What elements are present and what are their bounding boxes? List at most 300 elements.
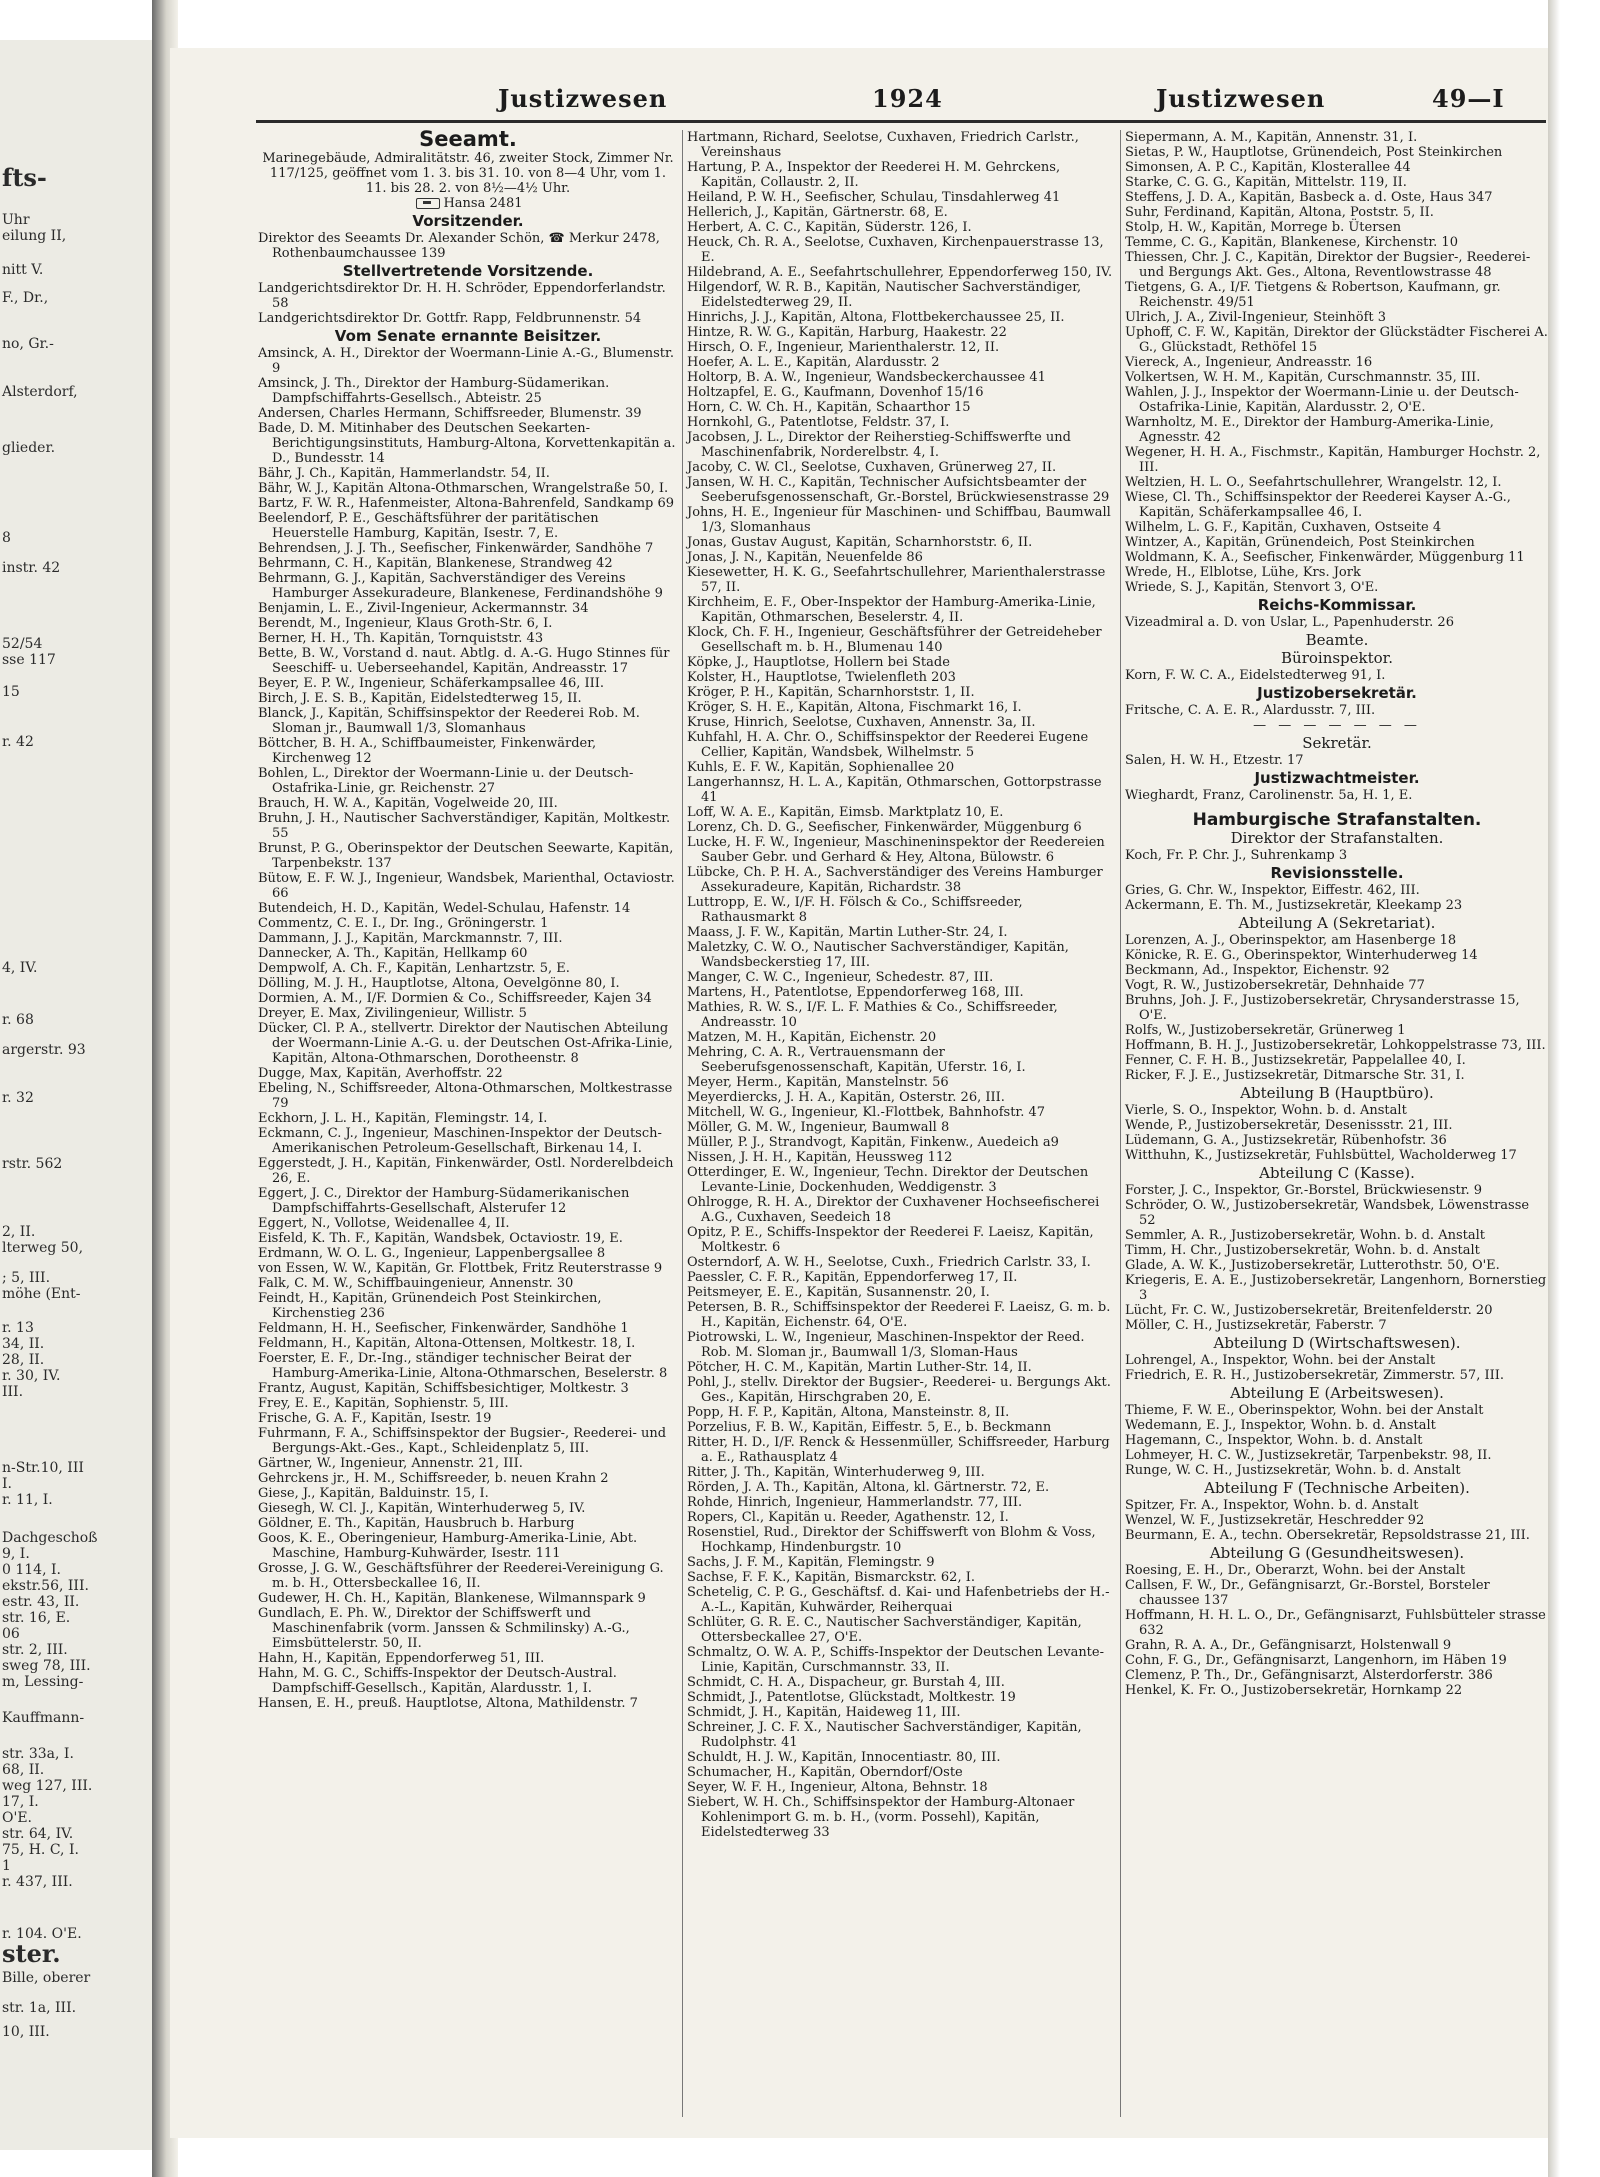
subsection-heading: Direktor der Strafanstalten. [1230,829,1444,847]
running-head-year: 1924 [872,84,943,113]
phone-number: Hansa 2481 [443,196,523,211]
directory-entry: Gehrckens jr., H. M., Schiffsreeder, b. neuen Krahn 2 [258,1471,609,1486]
office-info: Marinegebäude, Admiralitätstr. 46, zweiter Stock, Zimmer Nr. 117/125, geöffnet vom 1. 3. bis 31. 10. von 8—4 Uhr, vom 1. 11. bis 28. 2. von 8½—4½ Uhr. [262,151,674,196]
directory-entry: Lübcke, Ch. P. H. A., Sachverständiger des Vereins Hamburger Assekuradeure, Kapitän, Richardstr. 38 [687,865,1103,895]
directory-entry: Piotrowski, L. W., Ingenieur, Maschinen-Inspektor der Reed. Rob. M. Sloman jr., Baumwall 1/3, Sloman-Haus [687,1330,1085,1360]
facing-page-text: 52/54 [2,636,43,652]
directory-entry: Horn, C. W. Ch. H., Kapitän, Schaarthor 15 [687,400,971,415]
directory-entry: Hirsch, O. F., Ingenieur, Marienthalerstr. 12, II. [687,340,1000,355]
directory-entry: Dölling, M. J. H., Hauptlotse, Altona, Oevelgönne 80, I. [258,976,620,991]
facing-page-text: r. 13 [2,1320,34,1336]
directory-entry: Friedrich, E. R. H., Justizobersekretär, Zimmerstr. 57, III. [1125,1368,1504,1383]
directory-entry: Wahlen, J. J., Inspektor der Woermann-Linie u. der Deutsch-Ostafrika-Linie, Kapitän, Alardusstr. 2, O'E. [1125,385,1519,415]
directory-entry: Bruhns, Joh. J. F., Justizobersekretär, Chrysanderstrasse 15, O'E. [1125,993,1520,1023]
directory-entry: Lohmeyer, H. C. W., Justizsekretär, Tarpenbekstr. 98, II. [1125,1448,1492,1463]
directory-entry: Rörden, J. A. Th., Kapitän, Altona, kl. Gärtnerstr. 72, E. [687,1480,1050,1495]
facing-page-text: 28, II. [2,1352,45,1368]
directory-entry: Weltzien, H. L. O., Seefahrtschullehrer, Wrangelstr. 12, I. [1125,475,1502,490]
column-middle [682,130,1117,2117]
directory-entry: Hellerich, J., Kapitän, Gärtnerstr. 68, E. [687,205,948,220]
directory-entry: Holtzapfel, E. G., Kaufmann, Dovenhof 15/16 [687,385,984,400]
facing-page-text: estr. 43, II. [2,1594,80,1610]
directory-entry: Luttropp, E. W., I/F. H. Fölsch & Co., Schiffsreeder, Rathausmarkt 8 [687,895,1023,925]
directory-entry: Mitchell, W. G., Ingenieur, Kl.-Flottbek, Bahnhofstr. 47 [687,1105,1046,1120]
directory-entry: Hagemann, C., Inspektor, Wohn. b. d. Anstalt [1125,1433,1423,1448]
directory-entry: Bütow, E. F. W. J., Ingenieur, Wandsbek, Marienthal, Octaviostr. 66 [258,871,675,901]
directory-entry: Frantz, August, Kapitän, Schiffsbesichtiger, Moltkestr. 3 [258,1381,629,1396]
directory-entry: Pötcher, H. C. M., Kapitän, Martin Luther-Str. 14, II. [687,1360,1032,1375]
directory-entry: Peitsmeyer, E. E., Kapitän, Susannenstr. 20, I. [687,1285,990,1300]
directory-entry: Amsinck, A. H., Direktor der Woermann-Linie A.-G., Blumenstr. 9 [258,346,674,376]
section-heading: Stellvertretende Vorsitzende. [342,262,594,280]
directory-entry: Starke, C. G. G., Kapitän, Mittelstr. 119, II. [1125,175,1407,190]
directory-entry: Lorenz, Ch. D. G., Seefischer, Finkenwärder, Müggenburg 6 [687,820,1082,835]
directory-entry: Bade, D. M. Mitinhaber des Deutschen Seekarten-Berichtigungsinstituts, Hamburg-Altona, Korvettenkapitän a. D., Bundesstr. 14 [258,421,676,466]
directory-entry: Beelendorf, P. E., Geschäftsführer der paritätischen Heuerstelle Hamburg, Kapitän, Isestr. 7, E. [258,511,599,541]
directory-entry: Landgerichtsdirektor Dr. Gottfr. Rapp, Feldbrunnenstr. 54 [258,311,642,326]
directory-entry: Wenzel, W. F., Justizsekretär, Heschredder 92 [1125,1513,1425,1528]
directory-entry: Fritsche, C. A. E. R., Alardusstr. 7, III. [1125,703,1376,718]
directory-entry: Wilhelm, L. G. F., Kapitän, Cuxhaven, Ostseite 4 [1125,520,1442,535]
facing-page-text: rstr. 562 [2,1156,63,1172]
directory-entry: Lüdemann, G. A., Justizsekretär, Rübenhofstr. 36 [1125,1133,1447,1148]
directory-entry: Suhr, Ferdinand, Kapitän, Altona, Poststr. 5, II. [1125,205,1434,220]
directory-entry: Thieme, F. W. E., Oberinspektor, Wohn. bei der Anstalt [1125,1403,1484,1418]
directory-entry: Commentz, C. E. I., Dr. Ing., Gröningerstr. 1 [258,916,549,931]
column-right [1120,130,1549,2117]
facing-page-fragment [0,40,152,2150]
facing-page-text: ; 5, III. [2,1270,51,1286]
directory-entry: Herbert, A. C. C., Kapitän, Süderstr. 126, I. [687,220,972,235]
directory-entry: Rohde, Hinrich, Ingenieur, Hammerlandstr. 77, III. [687,1495,1023,1510]
directory-entry: Gudewer, H. Ch. H., Kapitän, Blankenese, Wilmannspark 9 [258,1591,646,1606]
facing-page-text: eilung II, [2,228,67,244]
facing-page-text: r. 68 [2,1012,34,1028]
subsection-heading: Büroinspektor. [1281,649,1393,667]
directory-entry: Hildebrand, A. E., Seefahrtschullehrer, Eppendorferweg 150, IV. [687,265,1113,280]
directory-entry: Schmidt, C. H. A., Dispacheur, gr. Burstah 4, III. [687,1675,1005,1690]
directory-entry: Hilgendorf, W. R. B., Kapitän, Nautischer Sachverständiger, Eidelstedterweg 29, II. [687,280,1082,310]
running-head-right: Justizwesen [1156,84,1326,113]
directory-entry: Loff, W. A. E., Kapitän, Eimsb. Marktplatz 10, E. [687,805,1004,820]
directory-entry: Dammann, J. J., Kapitän, Marckmannstr. 7, III. [258,931,563,946]
directory-entry: Dempwolf, A. Ch. F., Kapitän, Lenhartzstr. 5, E. [258,961,570,976]
directory-entry: Giesegh, W. Cl. J., Kapitän, Winterhuderweg 5, IV. [258,1501,586,1516]
directory-entry: Bähr, W. J., Kapitän Altona-Othmarschen, Wrangelstraße 50, I. [258,481,669,496]
facing-page-text: 75, H. C, I. [2,1842,79,1858]
directory-entry: Kiesewetter, H. K. G., Seefahrtschullehrer, Marienthalerstrasse 57, II. [687,565,1106,595]
directory-entry: Kuhfahl, H. A. Chr. O., Schiffsinspektor der Reederei Eugene Cellier, Kapitän, Wandsbek, Wilhelmstr. 5 [687,730,1089,760]
directory-entry: Ohlrogge, R. H. A., Direktor der Cuxhavener Hochseefischerei A.G., Cuxhaven, Seedeich 18 [687,1195,1100,1225]
directory-entry: Hinrichs, J. J., Kapitän, Altona, Flottbekerchaussee 25, II. [687,310,1065,325]
directory-entry: Rosenstiel, Rud., Direktor der Schiffswerft von Blohm & Voss, Hochkamp, Hindenburgstr. 10 [687,1525,1096,1555]
directory-entry: Dannecker, A. Th., Kapitän, Hellkamp 60 [258,946,528,961]
directory-entry: Andersen, Charles Hermann, Schiffsreeder, Blumenstr. 39 [258,406,642,421]
directory-entry: Hornkohl, G., Patentlotse, Feldstr. 37, I. [687,415,950,430]
column-left [258,130,678,2117]
directory-entry: Volkertsen, W. H. M., Kapitän, Curschmannstr. 35, III. [1125,370,1481,385]
directory-entry: Eckmann, C. J., Ingenieur, Maschinen-Inspektor der Deutsch-Amerikanischen Petroleum-Gesellschaft, Birkenau 14, I. [258,1126,662,1156]
subsection-heading: Abteilung F (Technische Arbeiten). [1204,1479,1470,1497]
facing-page-text: str. 2, III. [2,1642,68,1658]
directory-entry: Manger, C. W. C., Ingenieur, Schedestr. 87, III. [687,970,994,985]
directory-entry: Cohn, F. G., Dr., Gefängnisarzt, Langenhorn, im Häben 19 [1125,1653,1507,1668]
directory-entry: Hoffmann, B. H. J., Justizobersekretär, Lohkoppelstrasse 73, III. [1125,1038,1546,1053]
facing-page-text: r. 104. O'E. [2,1926,82,1942]
facing-page-text: 68, II. [2,1762,45,1778]
directory-entry: Ricker, F. J. E., Justizsekretär, Ditmarsche Str. 31, I. [1125,1068,1465,1083]
directory-entry: Birch, J. E. S. B., Kapitän, Eidelstedterweg 15, II. [258,691,582,706]
section-heading: Vorsitzender. [412,212,524,230]
facing-page-text: r. 11, I. [2,1492,53,1508]
directory-entry: Direktor des Seeamts Dr. Alexander Schön, ☎ Merkur 2478, Rothenbaumchaussee 139 [258,231,660,261]
directory-entry: Sietas, P. W., Hauptlotse, Grünendeich, Post Steinkirchen [1125,145,1503,160]
directory-entry: Kruse, Hinrich, Seelotse, Cuxhaven, Annenstr. 3a, II. [687,715,1036,730]
subsection-heading: Abteilung A (Sekretariat). [1238,914,1436,932]
directory-entry: Witthuhn, K., Justizsekretär, Fuhlsbüttel, Wacholderweg 17 [1125,1148,1517,1163]
facing-page-text: r. 42 [2,734,34,750]
facing-page-text: Bille, oberer [2,1970,91,1986]
directory-entry: Kriegeris, E. A. E., Justizobersekretär, Langenhorn, Bornerstieg 3 [1125,1273,1547,1303]
directory-entry: Meyerdiercks, J. H. A., Kapitän, Osterstr. 26, III. [687,1090,1005,1105]
facing-page-text: str. 16, E. [2,1610,71,1626]
directory-entry: Kröger, S. H. E., Kapitän, Altona, Fischmarkt 16, I. [687,700,1022,715]
directory-entry: Gundlach, E. Ph. W., Direktor der Schiffswerft und Maschinenfabrik (vorm. Janssen & Schmilinsky) A.-G., Eimsbüttelerstr. 50, II. [258,1606,630,1651]
section-heading: Justizobersekretär. [1257,684,1417,702]
directory-entry: Blanck, J., Kapitän, Schiffsinspektor der Reederei Rob. M. Sloman jr., Baumwall 1/3, Slomanhaus [258,706,640,736]
directory-entry: Timm, H. Chr., Justizobersekretär, Wohn. b. d. Anstalt [1125,1243,1480,1258]
directory-entry: von Essen, W. W., Kapitän, Gr. Flottbek, Fritz Reuterstrasse 9 [258,1261,663,1276]
directory-entry: Hahn, H., Kapitän, Eppendorferweg 51, III. [258,1651,545,1666]
directory-entry: Tietgens, G. A., I/F. Tietgens & Robertson, Kaufmann, gr. Reichenstr. 49/51 [1125,280,1501,310]
directory-entry: Callsen, F. W., Dr., Gefängnisarzt, Gr.-Borstel, Borsteler chaussee 137 [1125,1578,1490,1608]
directory-entry: Vizeadmiral a. D. von Uslar, L., Papenhuderstr. 26 [1125,615,1454,630]
subsection-heading: Beamte. [1305,631,1369,649]
telephone-icon [416,198,440,209]
directory-entry: Jacoby, C. W. Cl., Seelotse, Cuxhaven, Grünerweg 27, II. [687,460,1057,475]
vacant-line: — — — — — — — [1253,718,1421,733]
directory-entry: Fuhrmann, F. A., Schiffsinspektor der Bugsier-, Reederei- und Bergungs-Akt.-Ges., Kapt., Schleidenplatz 5, III. [258,1426,667,1456]
facing-page-text: str. 1a, III. [2,2000,77,2016]
directory-entry: Frische, G. A. F., Kapitän, Isestr. 19 [258,1411,492,1426]
directory-entry: Jacobsen, J. L., Direktor der Reiherstieg-Schiffswerfte und Maschinenfabrik, Norderelbstr. 4, I. [687,430,1071,460]
facing-page-text: 8 [2,530,11,546]
facing-page-text: r. 32 [2,1090,34,1106]
facing-page-text: Dachgeschoß [2,1530,98,1546]
directory-entry: Jonas, Gustav August, Kapitän, Scharnhorststr. 6, II. [687,535,1033,550]
directory-entry: Falk, C. M. W., Schiffbauingenieur, Annenstr. 30 [258,1276,574,1291]
directory-entry: Ritter, H. D., I/F. Renck & Hessenmüller, Schiffsreeder, Harburg a. E., Rathausplatz 4 [687,1435,1110,1465]
directory-entry: Beckmann, Ad., Inspektor, Eichenstr. 92 [1125,963,1390,978]
directory-entry: Vierle, S. O., Inspektor, Wohn. b. d. Anstalt [1125,1103,1407,1118]
directory-entry: Berner, H. H., Th. Kapitän, Tornquiststr. 43 [258,631,544,646]
directory-entry: Clemenz, P. Th., Dr., Gefängnisarzt, Alsterdorferstr. 386 [1125,1668,1493,1683]
directory-entry: Wegener, H. H. A., Fischmstr., Kapitän, Hamburger Hochstr. 2, III. [1125,445,1541,475]
directory-entry: Lücht, Fr. C. W., Justizobersekretär, Breitenfelderstr. 20 [1125,1303,1493,1318]
facing-page-text: Uhr [2,212,30,228]
directory-entry: Nissen, J. H. H., Kapitän, Heussweg 112 [687,1150,953,1165]
directory-entry: Henkel, K. Fr. O., Justizobersekretär, Hornkamp 22 [1125,1683,1463,1698]
facing-page-text: 34, II. [2,1336,45,1352]
directory-entry: Steffens, J. D. A., Kapitän, Basbeck a. d. Oste, Haus 347 [1125,190,1493,205]
directory-entry: Frey, E. E., Kapitän, Sophienstr. 5, III. [258,1396,509,1411]
directory-entry: Böttcher, B. H. A., Schiffbaumeister, Finkenwärder, Kirchenweg 12 [258,736,597,766]
directory-entry: Klock, Ch. F. H., Ingenieur, Geschäftsführer der Getreideheber Gesellschaft m. b. H., Blumenau 140 [687,625,1102,655]
facing-page-text: Alsterdorf, [2,384,78,400]
directory-entry: Roesing, E. H., Dr., Oberarzt, Wohn. bei der Anstalt [1125,1563,1466,1578]
directory-entry: Ebeling, N., Schiffsreeder, Altona-Othmarschen, Moltkestrasse 79 [258,1081,673,1111]
subsection-heading: Abteilung B (Hauptbüro). [1240,1084,1434,1102]
directory-entry: Meyer, Herm., Kapitän, Manstelnstr. 56 [687,1075,949,1090]
facing-page-text: str. 33a, I. [2,1746,74,1762]
facing-page-text: 17, I. [2,1794,39,1810]
directory-entry: Eggert, N., Vollotse, Weidenallee 4, II. [258,1216,510,1231]
directory-entry: Kuhls, E. F. W., Kapitän, Sophienallee 20 [687,760,955,775]
directory-entry: Landgerichtsdirektor Dr. H. H. Schröder, Eppendorferlandstr. 58 [258,281,666,311]
directory-entry: Beurmann, E. A., techn. Obersekretär, Repsoldstrasse 21, III. [1125,1528,1530,1543]
facing-page-text: Kauffmann- [2,1710,85,1726]
facing-page-text: ekstr.56, III. [2,1578,89,1594]
directory-entry: Wedemann, E. J., Inspektor, Wohn. b. d. Anstalt [1125,1418,1436,1433]
directory-entry: Ackermann, E. Th. M., Justizsekretär, Kleekamp 23 [1125,898,1463,913]
directory-entry: Otterdinger, E. W., Ingenieur, Techn. Direktor der Deutschen Levante-Linie, Dockenhuden, Weddigenstr. 3 [687,1165,1089,1195]
directory-entry: Siepermann, A. M., Kapitän, Annenstr. 31, I. [1125,130,1418,145]
directory-entry: Forster, J. C., Inspektor, Gr.-Borstel, Brückwiesenstr. 9 [1125,1183,1483,1198]
section-heading: Reichs-Kommissar. [1257,596,1417,614]
directory-entry: Schumacher, H., Kapitän, Oberndorf/Oste [687,1765,963,1780]
directory-entry: Hansen, E. H., preuß. Hauptlotse, Altona, Mathildenstr. 7 [258,1696,638,1711]
directory-entry: Rolfs, W., Justizobersekretär, Grünerweg 1 [1125,1023,1406,1038]
facing-page-text: ster. [2,1939,61,1968]
directory-entry: Dücker, Cl. P. A., stellvertr. Direktor der Nautischen Abteilung der Woermann-Linie A.-G. u. der Deutschen Ost-Afrika-Linie, Kapitän, Altona-Othmarschen, Dorotheenstr. 8 [258,1021,673,1066]
subsection-heading: Abteilung E (Arbeitswesen). [1230,1384,1444,1402]
directory-entry: Hahn, M. G. C., Schiffs-Inspektor der Deutsch-Austral. Dampfschiff-Gesellsch., Kapitän, Alardusstr. 1, I. [258,1666,617,1696]
directory-entry: Feldmann, H., Kapitän, Altona-Ottensen, Moltkestr. 18, I. [258,1336,636,1351]
directory-entry: Erdmann, W. O. L. G., Ingenieur, Lappenbergsallee 8 [258,1246,606,1261]
directory-entry: Wriede, S. J., Kapitän, Stenvort 3, O'E. [1125,580,1379,595]
directory-entry: Hartmann, Richard, Seelotse, Cuxhaven, Friedrich Carlstr., Vereinshaus [687,130,1079,160]
directory-entry: Johns, H. E., Ingenieur für Maschinen- und Schiffbau, Baumwall 1/3, Slomanhaus [687,505,1111,535]
directory-entry: Behrmann, C. H., Kapitän, Blankenese, Strandweg 42 [258,556,613,571]
directory-entry: Martens, H., Patentlotse, Eppendorferweg 168, III. [687,985,1024,1000]
directory-entry: Schlüter, G. R. E. C., Nautischer Sachverständiger, Kapitän, Ottersbeckallee 27, O'E. [687,1615,1082,1645]
directory-entry: Möller, C. H., Justizsekretär, Faberstr. 7 [1125,1318,1387,1333]
facing-page-text: nitt V. [2,262,44,278]
directory-entry: Köpke, J., Hauptlotse, Hollern bei Stade [687,655,950,670]
facing-page-text: r. 437, III. [2,1874,73,1890]
facing-page-text: no, Gr.- [2,336,54,352]
directory-entry: Hoefer, A. L. E., Kapitän, Alardusstr. 2 [687,355,940,370]
directory-entry: Glade, A. W. K., Justizobersekretär, Lutterothstr. 50, O'E. [1125,1258,1500,1273]
directory-entry: Petersen, B. R., Schiffsinspektor der Reederei F. Laeisz, G. m. b. H., Kapitän, Eichenstr. 64, O'E. [687,1300,1111,1330]
directory-entry: Koch, Fr. P. Chr. J., Suhrenkamp 3 [1125,848,1348,863]
directory-entry: Eggerstedt, J. H., Kapitän, Finkenwärder, Ostl. Norderelbdeich 26, E. [258,1156,674,1186]
directory-entry: Semmler, A. R., Justizobersekretär, Wohn. b. d. Anstalt [1125,1228,1485,1243]
section-title: Seeamt. [419,130,517,151]
directory-entry: Heiland, P. W. H., Seefischer, Schulau, Tinsdahlerweg 41 [687,190,1061,205]
directory-entry: Porzelius, F. B. W., Kapitän, Eiffestr. 5, E., b. Beckmann [687,1420,1052,1435]
directory-entry: Spitzer, Fr. A., Inspektor, Wohn. b. d. Anstalt [1125,1498,1419,1513]
directory-entry: Holtorp, B. A. W., Ingenieur, Wandsbeckerchaussee 41 [687,370,1046,385]
directory-entry: Sachse, F. F. K., Kapitän, Bismarckstr. 62, I. [687,1570,975,1585]
directory-entry: Benjamin, L. E., Zivil-Ingenieur, Ackermannstr. 34 [258,601,589,616]
directory-entry: Behrmann, G. J., Kapitän, Sachverständiger des Vereins Hamburger Assekuradeure, Blankenese, Ferdinandshöhe 9 [258,571,663,601]
directory-entry: Bette, B. W., Vorstand d. naut. Abtlg. d. A.-G. Hugo Stinnes für Seeschiff- u. Ueberseehandel, Kapitän, Andreasstr. 17 [258,646,670,676]
facing-page-text: sse 117 [2,652,56,668]
directory-entry: Schmidt, J., Patentlotse, Glückstadt, Moltkestr. 19 [687,1690,1016,1705]
facing-page-text: glieder. [2,440,56,456]
directory-entry: Korn, F. W. C. A., Eidelstedterweg 91, I. [1125,668,1386,683]
directory-entry: Langerhannsz, H. L. A., Kapitän, Othmarschen, Gottorpstrasse 41 [687,775,1102,805]
phone-line [258,196,678,211]
directory-entry: Viereck, A., Ingenieur, Andreasstr. 16 [1125,355,1373,370]
directory-entry: Woldmann, K. A., Seefischer, Finkenwärder, Müggenburg 11 [1125,550,1525,565]
directory-entry: Eckhorn, J. L. H., Kapitän, Flemingstr. 14, I. [258,1111,548,1126]
facing-page-text: I. [2,1476,12,1492]
directory-entry: Kirchheim, E. F., Ober-Inspektor der Hamburg-Amerika-Linie, Kapitän, Othmarschen, Beselerstr. 4, II. [687,595,1096,625]
directory-entry: Beyer, E. P. W., Ingenieur, Schäferkampsallee 46, III. [258,676,605,691]
directory-entry: Göldner, E. Th., Kapitän, Hausbruch b. Harburg [258,1516,575,1531]
directory-entry: Behrendsen, J. J. Th., Seefischer, Finkenwärder, Sandhöhe 7 [258,541,654,556]
directory-entry: Hintze, R. W. G., Kapitän, Harburg, Haakestr. 22 [687,325,1007,340]
directory-entry: Ritter, J. Th., Kapitän, Winterhuderweg 9, III. [687,1465,985,1480]
directory-entry: Stolp, H. W., Kapitän, Morrege b. Ütersen [1125,220,1402,235]
directory-entry: Wintzer, A., Kapitän, Grünendeich, Post Steinkirchen [1125,535,1475,550]
facing-page-text: r. 30, IV. [2,1368,61,1384]
directory-entry: Foerster, E. F., Dr.-Ing., ständiger technischer Beirat der Hamburg-Amerika-Linie, Altona-Othmarschen, Beselerstr. 8 [258,1351,668,1381]
directory-entry: Maletzky, C. W. O., Nautischer Sachverständiger, Kapitän, Wandsbeckerstieg 17, III. [687,940,1069,970]
directory-entry: Lohrengel, A., Inspektor, Wohn. bei der Anstalt [1125,1353,1436,1368]
directory-entry: Osterndorf, A. W. H., Seelotse, Cuxh., Friedrich Carlstr. 33, I. [687,1255,1091,1270]
facing-page-text: 06 [2,1626,20,1642]
directory-entry: Opitz, P. E., Schiffs-Inspektor der Reederei F. Laeisz, Kapitän, Moltkestr. 6 [687,1225,1094,1255]
directory-entry: Wiese, Cl. Th., Schiffsinspektor der Reederei Kayser A.-G., Kapitän, Schäferkampsallee 46, I. [1125,490,1511,520]
directory-entry: Heuck, Ch. R. A., Seelotse, Cuxhaven, Kirchenpauerstrasse 13, E. [687,235,1104,265]
directory-entry: Runge, W. C. H., Justizsekretär, Wohn. b. d. Anstalt [1125,1463,1461,1478]
directory-entry: Schreiner, J. C. F. X., Nautischer Sachverständiger, Kapitän, Rudolphstr. 41 [687,1720,1082,1750]
directory-entry: Jansen, W. H. C., Kapitän, Technischer Aufsichtsbeamter der Seeberufsgenossenschaft, Gr.-Borstel, Brückwiesenstrasse 29 [687,475,1110,505]
directory-entry: Grosse, J. G. W., Geschäftsführer der Reederei-Vereinigung G. m. b. H., Ottersbeckallee 16, II. [258,1561,664,1591]
facing-page-text: 9, I. [2,1546,30,1562]
directory-entry: Paessler, C. F. R., Kapitän, Eppendorferweg 17, II. [687,1270,1018,1285]
facing-page-text: sweg 78, III. [2,1658,91,1674]
directory-entry: Mathies, R. W. S., I/F. L. F. Mathies & Co., Schiffsreeder, Andreasstr. 10 [687,1000,1058,1030]
facing-page-text: 0 114, I. [2,1562,61,1578]
directory-entry: Seyer, W. F. H., Ingenieur, Altona, Behnstr. 18 [687,1780,988,1795]
directory-entry: Kröger, P. H., Kapitän, Scharnhorststr. 1, II. [687,685,975,700]
directory-entry: Salen, H. W. H., Etzestr. 17 [1125,753,1304,768]
directory-entry: Pohl, J., stellv. Direktor der Bugsier-, Reederei- u. Bergungs Akt. Ges., Kapitän, Hirschgraben 20, E. [687,1375,1111,1405]
facing-page-text: 4, IV. [2,960,38,976]
facing-page-text: fts- [2,163,47,192]
facing-page-text: weg 127, III. [2,1778,93,1794]
directory-entry: Mehring, C. A. R., Vertrauensmann der Seeberufsgenossenschaft, Kapitän, Uferstr. 16, I. [687,1045,1026,1075]
section-heading: Vom Senate ernannte Beisitzer. [334,327,602,345]
directory-entry: Simonsen, A. P. C., Kapitän, Klosterallee 44 [1125,160,1411,175]
directory-entry: Berendt, M., Ingenieur, Klaus Groth-Str. 6, I. [258,616,553,631]
directory-entry: Wende, P., Justizobersekretär, Desenissstr. 21, III. [1125,1118,1453,1133]
directory-entry: Ulrich, J. A., Zivil-Ingenieur, Steinhöft 3 [1125,310,1387,325]
directory-entry: Bohlen, L., Direktor der Woermann-Linie u. der Deutsch-Ostafrika-Linie, gr. Reichenstr. 27 [258,766,634,796]
directory-entry: Eggert, J. C., Direktor der Hamburg-Südamerikanischen Dampfschiffahrts-Gesellschaft, Alsterufer 12 [258,1186,630,1216]
directory-entry: Thiessen, Chr. J. C., Kapitän, Direktor der Bugsier-, Reederei- und Bergungs Akt. Ges., Altona, Reventlowstrasse 48 [1125,250,1531,280]
facing-page-text: lterweg 50, [2,1240,84,1256]
directory-entry: Könicke, R. E. G., Oberinspektor, Winterhuderweg 14 [1125,948,1478,963]
subsection-heading: Abteilung D (Wirtschaftswesen). [1213,1334,1461,1352]
section-heading: Justizwachtmeister. [1254,769,1420,787]
facing-page-text: 2, II. [2,1224,36,1240]
facing-page-text: O'E. [2,1810,32,1826]
facing-page-text: n-Str.10, III [2,1460,84,1476]
directory-entry: Feldmann, H. H., Seefischer, Finkenwärder, Sandhöhe 1 [258,1321,629,1336]
directory-entry: Lucke, H. F. W., Ingenieur, Maschineninspektor der Reedereien Sauber Gebr. und Gerhard & Hey, Altona, Bülowstr. 6 [687,835,1105,865]
directory-entry: Hoffmann, H. H. L. O., Dr., Gefängnisarzt, Fuhlsbütteler strasse 632 [1125,1608,1546,1638]
directory-entry: Bartz, F. W. R., Hafenmeister, Altona-Bahrenfeld, Sandkamp 69 [258,496,675,511]
directory-entry: Schmaltz, O. W. A. P., Schiffs-Inspektor der Deutschen Levante-Linie, Kapitän, Curschmannstr. 33, II. [687,1645,1104,1675]
directory-entry: Temme, C. G., Kapitän, Blankenese, Kirchenstr. 10 [1125,235,1458,250]
directory-entry: Uphoff, C. F. W., Kapitän, Direktor der Glückstädter Fischerei A. G., Glückstadt, Rethöfel 15 [1125,325,1548,355]
facing-page-text: m, Lessing- [2,1674,84,1690]
directory-entry: Müller, P. J., Strandvogt, Kapitän, Finkenw., Auedeich a9 [687,1135,1059,1150]
facing-page-text: F., Dr., [2,290,49,306]
directory-entry: Jonas, J. N., Kapitän, Neuenfelde 86 [687,550,923,565]
facing-page-text: str. 64, IV. [2,1826,74,1842]
institution-heading: Hamburgische Strafanstalten. [1192,810,1482,830]
directory-entry: Feindt, H., Kapitän, Grünendeich Post Steinkirchen, Kirchenstieg 236 [258,1291,602,1321]
directory-entry: Eisfeld, K. Th. F., Kapitän, Wandsbek, Octaviostr. 19, E. [258,1231,623,1246]
directory-entry: Amsinck, J. Th., Direktor der Hamburg-Südamerikan. Dampfschiffahrts-Gesellsch., Abteistr. 25 [258,376,610,406]
page-edge [1548,0,1560,2177]
section-heading: Revisionsstelle. [1270,864,1404,882]
directory-entry: Popp, H. F. P., Kapitän, Altona, Mansteinstr. 8, II. [687,1405,1010,1420]
directory-entry: Goos, K. E., Oberingenieur, Hamburg-Amerika-Linie, Abt. Maschine, Hamburg-Kuhwärder, Isestr. 111 [258,1531,638,1561]
directory-entry: Giese, J., Kapitän, Balduinstr. 15, I. [258,1486,489,1501]
subsection-heading: Abteilung G (Gesundheitswesen). [1209,1544,1465,1562]
facing-page-text: III. [2,1384,24,1400]
directory-entry: Brunst, P. G., Oberinspektor der Deutschen Seewarte, Kapitän, Tarpenbekstr. 137 [258,841,674,871]
directory-entry: Warnholtz, M. E., Direktor der Hamburg-Amerika-Linie, Agnesstr. 42 [1125,415,1494,445]
facing-page-text: 1 [2,1858,11,1874]
directory-entry: Butendeich, H. D., Kapitän, Wedel-Schulau, Hafenstr. 14 [258,901,631,916]
subsection-heading: Sekretär. [1302,734,1372,752]
directory-entry: Siebert, W. H. Ch., Schiffsinspektor der Hamburg-Altonaer Kohlenimport G. m. b. H., (vorm. Possehl), Kapitän, Eidelstedterweg 33 [687,1795,1075,1840]
directory-entry: Sachs, J. F. M., Kapitän, Flemingstr. 9 [687,1555,935,1570]
directory-entry: Schetelig, C. P. G., Geschäftsf. d. Kai- und Hafenbetriebs der H.-A.-L., Kapitän, Kuhwärder, Reiherquai [687,1585,1110,1615]
directory-entry: Bruhn, J. H., Nautischer Sachverständiger, Kapitän, Moltkestr. 55 [258,811,671,841]
facing-page-text: instr. 42 [2,560,61,576]
directory-entry: Maass, J. F. W., Kapitän, Martin Luther-Str. 24, I. [687,925,1008,940]
subsection-heading: Abteilung C (Kasse). [1259,1164,1415,1182]
directory-entry: Bähr, J. Ch., Kapitän, Hammerlandstr. 54, II. [258,466,550,481]
facing-page-text: 15 [2,684,20,700]
directory-entry: Lorenzen, A. J., Oberinspektor, am Hasenberge 18 [1125,933,1457,948]
directory-entry: Gärtner, W., Ingenieur, Annenstr. 21, III. [258,1456,523,1471]
page-number: 49—I [1432,84,1505,113]
directory-entry: Möller, G. M. W., Ingenieur, Baumwall 8 [687,1120,950,1135]
directory-entry: Wieghardt, Franz, Carolinenstr. 5a, H. 1, E. [1125,788,1413,803]
directory-entry: Fenner, C. F. H. B., Justizsekretär, Pappelallee 40, I. [1125,1053,1466,1068]
directory-entry: Hartung, P. A., Inspektor der Reederei H. M. Gehrckens, Kapitän, Collaustr. 2, II. [687,160,1061,190]
directory-entry: Ropers, Cl., Kapitän u. Reeder, Agathenstr. 12, I. [687,1510,1009,1525]
header-rule [256,120,1546,123]
directory-entry: Grahn, R. A. A., Dr., Gefängnisarzt, Holstenwall 9 [1125,1638,1452,1653]
running-head-left: Justizwesen [498,84,668,113]
directory-entry: Schuldt, H. J. W., Kapitän, Innocentiastr. 80, III. [687,1750,1001,1765]
directory-entry: Kolster, H., Hauptlotse, Twielenfleth 203 [687,670,956,685]
directory-entry: Dormien, A. M., I/F. Dormien & Co., Schiffsreeder, Kajen 34 [258,991,652,1006]
directory-entry: Vogt, R. W., Justizobersekretär, Dehnhaide 77 [1125,978,1425,993]
directory-entry: Schmidt, J. H., Kapitän, Haideweg 11, III. [687,1705,961,1720]
